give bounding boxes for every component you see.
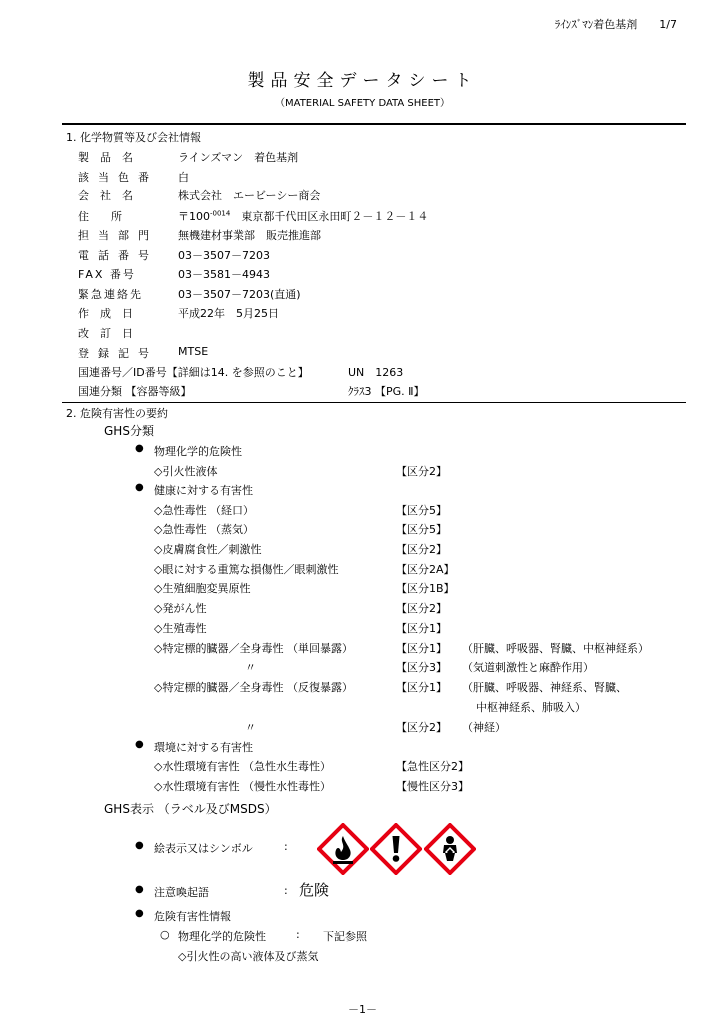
bullet-icon: ●	[135, 908, 144, 919]
hazard-category: 【区分5】	[396, 504, 447, 517]
bullet-icon: ●	[135, 739, 144, 750]
label-created-date: 作 成 日	[78, 307, 133, 320]
label-emergency-contact: 緊急連絡先	[78, 288, 143, 301]
bullet-icon: ●	[135, 482, 144, 493]
hazard-note-continued: 中枢神経系、肺吸入）	[476, 701, 586, 714]
signal-word: 危険	[299, 881, 330, 899]
hazard-note: （肝臓、呼吸器、腎臓、中枢神経系）	[462, 642, 649, 655]
label-company: 会 社 名	[78, 189, 133, 202]
page-header	[555, 16, 677, 32]
hazard-category: 【区分2】	[396, 721, 447, 734]
hazard-note: （神経）	[462, 721, 506, 734]
bullet-icon: ●	[135, 884, 144, 895]
pictogram-label: 絵表示又はシンボル	[154, 842, 253, 855]
bullet-icon: ●	[135, 840, 144, 851]
signal-word-colon: :	[284, 884, 288, 897]
ghs-label-heading: GHS表示 （ラベル及びMSDS）	[104, 802, 277, 816]
label-product-name: 製 品 名	[78, 151, 133, 164]
hazard-category: 【区分2】	[396, 465, 447, 478]
value-product-name: ラインズマン 着色基剤	[178, 151, 299, 164]
label-address: 住 所	[78, 210, 122, 223]
pictogram-colon: :	[284, 840, 288, 853]
header-page-number: 1/7	[659, 18, 677, 31]
hazard-note: （肝臓、呼吸器、神経系、腎臓、	[462, 681, 627, 694]
hazard-category: 【区分2】	[396, 602, 447, 615]
document-title: 製品安全データシート	[247, 71, 478, 91]
ditto-mark: 〃	[245, 721, 256, 734]
postal-code: 〒100	[178, 210, 210, 223]
ghs-classification-heading: GHS分類	[104, 424, 154, 438]
top-rule	[62, 123, 686, 125]
group-title-environment: 環境に対する有害性	[154, 741, 253, 754]
hazard-name: ◇眼に対する重篤な損傷性／眼刺激性	[154, 563, 339, 576]
label-department: 担当部門	[78, 229, 158, 242]
hazard-category: 【区分1】	[396, 681, 447, 694]
value-company: 株式会社 エービーシー商会	[178, 189, 321, 202]
value-emergency-contact: 03－3507－7203(直通)	[178, 288, 301, 301]
label-phone: 電話番号	[78, 249, 158, 262]
postal-code-suffix: -0014	[210, 209, 231, 218]
flame-pictogram-icon	[317, 823, 369, 875]
value-department: 無機建材事業部 販売推進部	[178, 229, 321, 242]
section2-heading: 2. 危険有害性の要約	[66, 407, 168, 420]
hazard-name: ◇特定標的臓器／全身毒性 （反復暴露）	[154, 681, 353, 694]
value-created-date: 平成22年 5月25日	[178, 307, 279, 320]
header-product: ﾗｲﾝｽﾞﾏﾝ着色基剤	[554, 18, 638, 31]
value-un-class: ｸﾗｽ3 【PG. Ⅱ】	[348, 385, 425, 398]
value-color-number: 白	[178, 171, 189, 184]
page-footer: －1－	[348, 1003, 377, 1016]
hazard-name: ◇発がん性	[154, 602, 207, 615]
health-hazard-pictogram-icon	[424, 823, 476, 875]
hazard-name: ◇水性環境有害性 （慢性水性毒性）	[154, 780, 331, 793]
hazard-name: ◇引火性液体	[154, 465, 218, 478]
circle-bullet-icon: ○	[160, 928, 170, 941]
hazard-name: ◇生殖毒性	[154, 622, 207, 635]
hazard-category: 【区分2】	[396, 543, 447, 556]
hazard-category: 【急性区分2】	[396, 760, 469, 773]
hazard-category: 【区分1B】	[396, 582, 455, 595]
hazard-note: （気道刺激性と麻酔作用）	[462, 661, 594, 674]
physical-hazard-value: 下記参照	[323, 930, 367, 943]
hazard-name: ◇水性環境有害性 （急性水生毒性）	[154, 760, 331, 773]
section1-heading: 1. 化学物質等及び会社情報	[66, 131, 201, 144]
physical-hazard-item: ◇引火性の高い液体及び蒸気	[178, 950, 319, 963]
label-un-number: 国連番号／ID番号【詳細は14. を参照のこと】	[78, 366, 309, 379]
label-color-number: 該当色番	[78, 171, 158, 184]
hazard-category: 【区分5】	[396, 523, 447, 536]
hazard-name: ◇急性毒性 （蒸気）	[154, 523, 254, 536]
physical-hazard-label: 物理化学的危険性	[178, 930, 266, 943]
hazard-name: ◇皮膚腐食性／刺激性	[154, 543, 262, 556]
value-address	[178, 208, 428, 224]
hazard-category: 【慢性区分3】	[396, 780, 469, 793]
value-phone: 03－3507－7203	[178, 249, 270, 262]
ditto-mark: 〃	[245, 661, 256, 674]
hazard-info-label: 危険有害性情報	[154, 910, 231, 923]
hazard-category: 【区分1】	[396, 642, 447, 655]
value-un-number: UN 1263	[348, 366, 404, 379]
label-registration-code: 登録記号	[78, 347, 158, 360]
hazard-name: ◇生殖細胞変異原性	[154, 582, 251, 595]
group-title-physical: 物理化学的危険性	[154, 445, 242, 458]
hazard-name: ◇特定標的臓器／全身毒性 （単回暴露）	[154, 642, 353, 655]
section-divider	[62, 402, 686, 403]
document-subtitle: （MATERIAL SAFETY DATA SHEET）	[275, 98, 450, 109]
hazard-category: 【区分3】	[396, 661, 447, 674]
label-un-class: 国連分類 【容器等級】	[78, 385, 192, 398]
bullet-icon: ●	[135, 443, 144, 454]
signal-word-label: 注意喚起語	[154, 886, 209, 899]
exclamation-pictogram-icon	[370, 823, 422, 875]
physical-hazard-colon: :	[296, 928, 300, 941]
address-text: 東京都千代田区永田町２－１２－１４	[230, 210, 429, 223]
group-title-health: 健康に対する有害性	[154, 484, 253, 497]
hazard-name: ◇急性毒性 （経口）	[154, 504, 254, 517]
value-fax: 03－3581－4943	[178, 268, 270, 281]
label-revised-date: 改 訂 日	[78, 327, 133, 340]
hazard-category: 【区分2A】	[396, 563, 455, 576]
hazard-category: 【区分1】	[396, 622, 447, 635]
label-fax: FAX 番号	[78, 268, 136, 281]
value-registration-code: MTSE	[178, 345, 209, 358]
